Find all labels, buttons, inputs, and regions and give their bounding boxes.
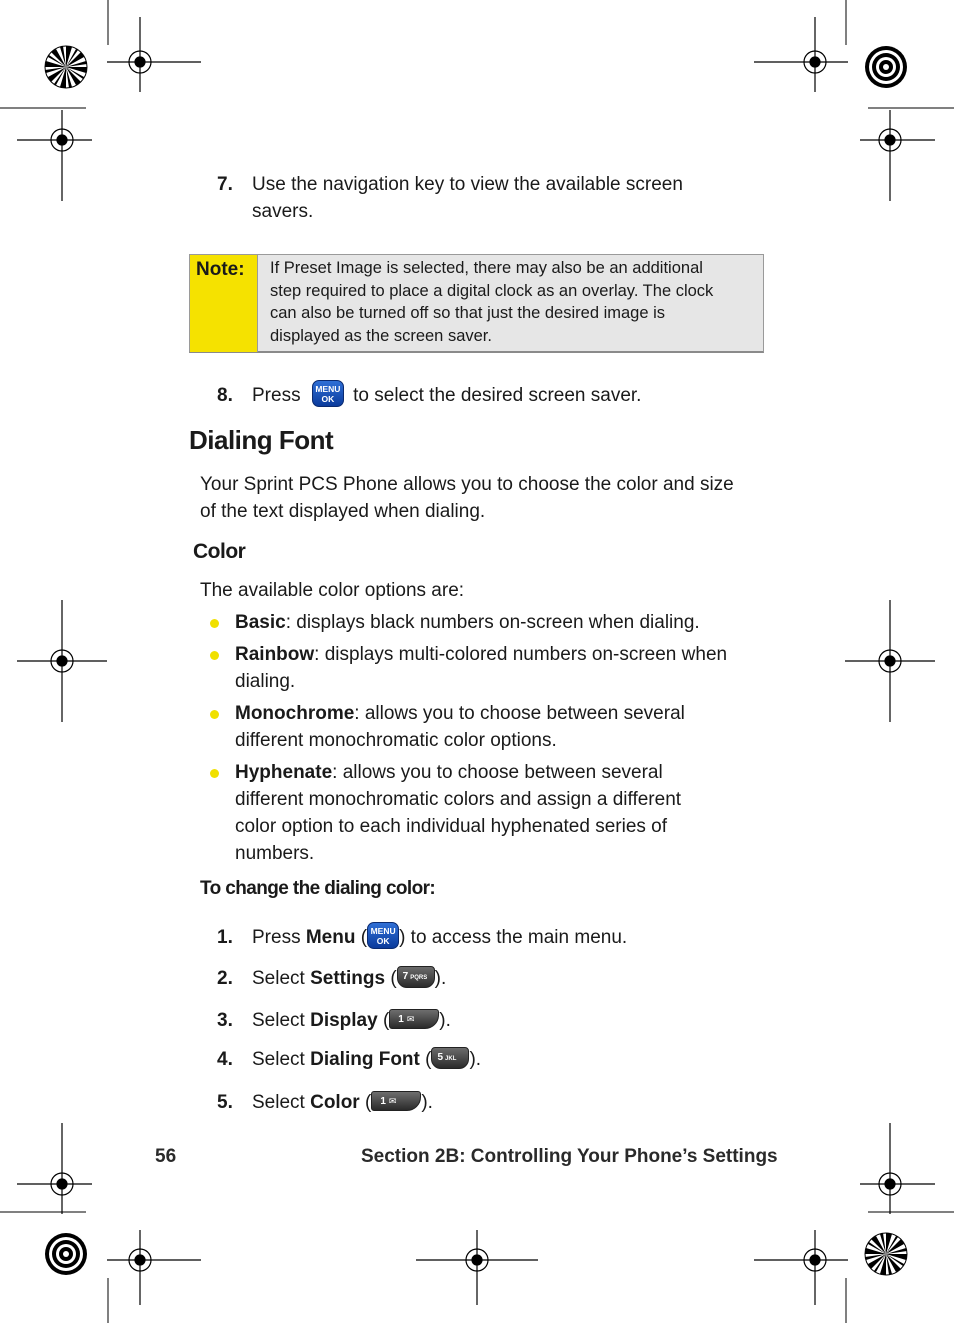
bullet-desc: : allows you to choose between several [332,762,663,783]
key-label-bottom: OK [321,394,335,405]
bullet-text [235,641,727,695]
paren-open: ( [425,1049,432,1070]
paren-open: ( [382,1010,390,1031]
paren-open: ( [364,1092,372,1113]
bullet-text [235,609,700,636]
key-digit: 1 [398,1013,404,1025]
step-text [252,965,446,992]
menu-ok-key-icon [367,922,399,949]
step-text [252,171,683,225]
bullet-text [235,700,685,754]
bullet-desc: different monochromatic colors and assign a different [235,789,682,810]
bullet-desc: : displays multi-colored numbers on-screen when [314,644,728,665]
intro-line: of the text displayed when dialing. [200,501,486,522]
note-line: displayed as the screen saver. [270,326,492,345]
subheading: Color [193,540,246,563]
key-1-voicemail-icon [389,1009,439,1029]
options-intro [200,577,464,604]
bullet-term: Monochrome [235,703,355,724]
note-line: step required to place a digital clock as an overlay. The clock [270,281,714,300]
key-7-icon [397,966,435,988]
key-digit: 7 [402,970,409,982]
page-number: 56 [155,1146,177,1167]
step-verb: Select [252,1049,305,1070]
key-label-top: MENU [370,926,396,937]
step-text-after: to select the desired screen saver. [353,385,642,406]
step-verb: Select [252,1010,305,1031]
step-text [252,1089,433,1116]
step-tail: ). [434,968,447,989]
step-number: 1. [217,927,233,948]
step-verb: Select [252,968,305,989]
step-text-line: savers. [252,201,314,222]
step-term: Menu [305,927,356,948]
bullet-desc: : allows you to choose between several [354,703,685,724]
menu-ok-key-icon [312,380,344,407]
step-text [252,924,627,951]
step-term: Display [310,1010,378,1031]
bullet-term: Hyphenate [235,762,333,783]
bullet-term: Basic [235,612,286,633]
step-text [252,1046,481,1073]
note-text [270,257,750,347]
note-line: If Preset Image is selected, there may also be an additional [270,259,703,277]
step-term: Dialing Font [310,1049,420,1070]
step-number: 7. [217,174,233,195]
section-footer: Section 2B: Controlling Your Phone’s Settings [361,1146,778,1167]
procedure-title: To change the dialing color: [200,878,436,899]
key-digit: 5 [437,1051,444,1063]
step-text [252,1007,451,1034]
step-term: Color [310,1092,360,1113]
key-label-bottom: OK [376,936,390,947]
note-line: can also be turned off so that just the desired image is [270,304,666,322]
key-5-icon [431,1047,469,1069]
bullet-desc: color option to each individual hyphenated series of [235,816,668,837]
step-number: 3. [217,1010,233,1031]
bullet-desc: different monochromatic color options. [235,730,557,751]
note-label: Note: [190,255,258,352]
bullet-dot-icon [210,619,219,628]
step-number: 5. [217,1092,233,1113]
key-1-voicemail-icon [371,1091,421,1111]
key-label-top: MENU [315,384,341,395]
paren-open: ( [390,968,397,989]
paren-open: ( [360,927,368,948]
step-number: 4. [217,1049,233,1070]
key-letters: PQRS [410,974,428,981]
intro-line: Your Sprint PCS Phone allows you to choose the color and size [200,474,734,495]
bullet-term: Rainbow [235,644,315,665]
key-letters: ✉ [388,1095,397,1106]
bullet-dot-icon [210,769,219,778]
step-number: 8. [217,385,233,406]
step-verb: Select [252,1092,305,1113]
bullet-text [235,759,681,867]
step-term: Settings [310,968,386,989]
step-tail: ). [469,1049,482,1070]
step-number: 2. [217,968,233,989]
step-verb: Press [252,927,301,948]
key-digit: 1 [380,1095,386,1107]
step-tail: ). [439,1010,451,1031]
bullet-dot-icon [210,710,219,719]
intro-paragraph [200,471,734,525]
step-text-line: Use the navigation key to view the available screen [252,174,683,195]
note-box [189,254,764,353]
section-heading: Dialing Font [189,425,334,455]
bullet-desc: numbers. [235,843,315,864]
step-text-before: Press [252,385,301,406]
step-tail: ) to access the main menu. [399,927,628,948]
step-tail: ). [421,1092,433,1113]
key-letters: JKL [445,1055,457,1062]
key-letters: ✉ [406,1013,415,1024]
options-intro-text: The available color options are: [200,580,465,601]
bullet-desc: : displays black numbers on-screen when dialing. [285,612,700,633]
bullet-dot-icon [210,651,219,660]
bullet-desc: dialing. [235,671,296,692]
step-text [252,382,641,409]
